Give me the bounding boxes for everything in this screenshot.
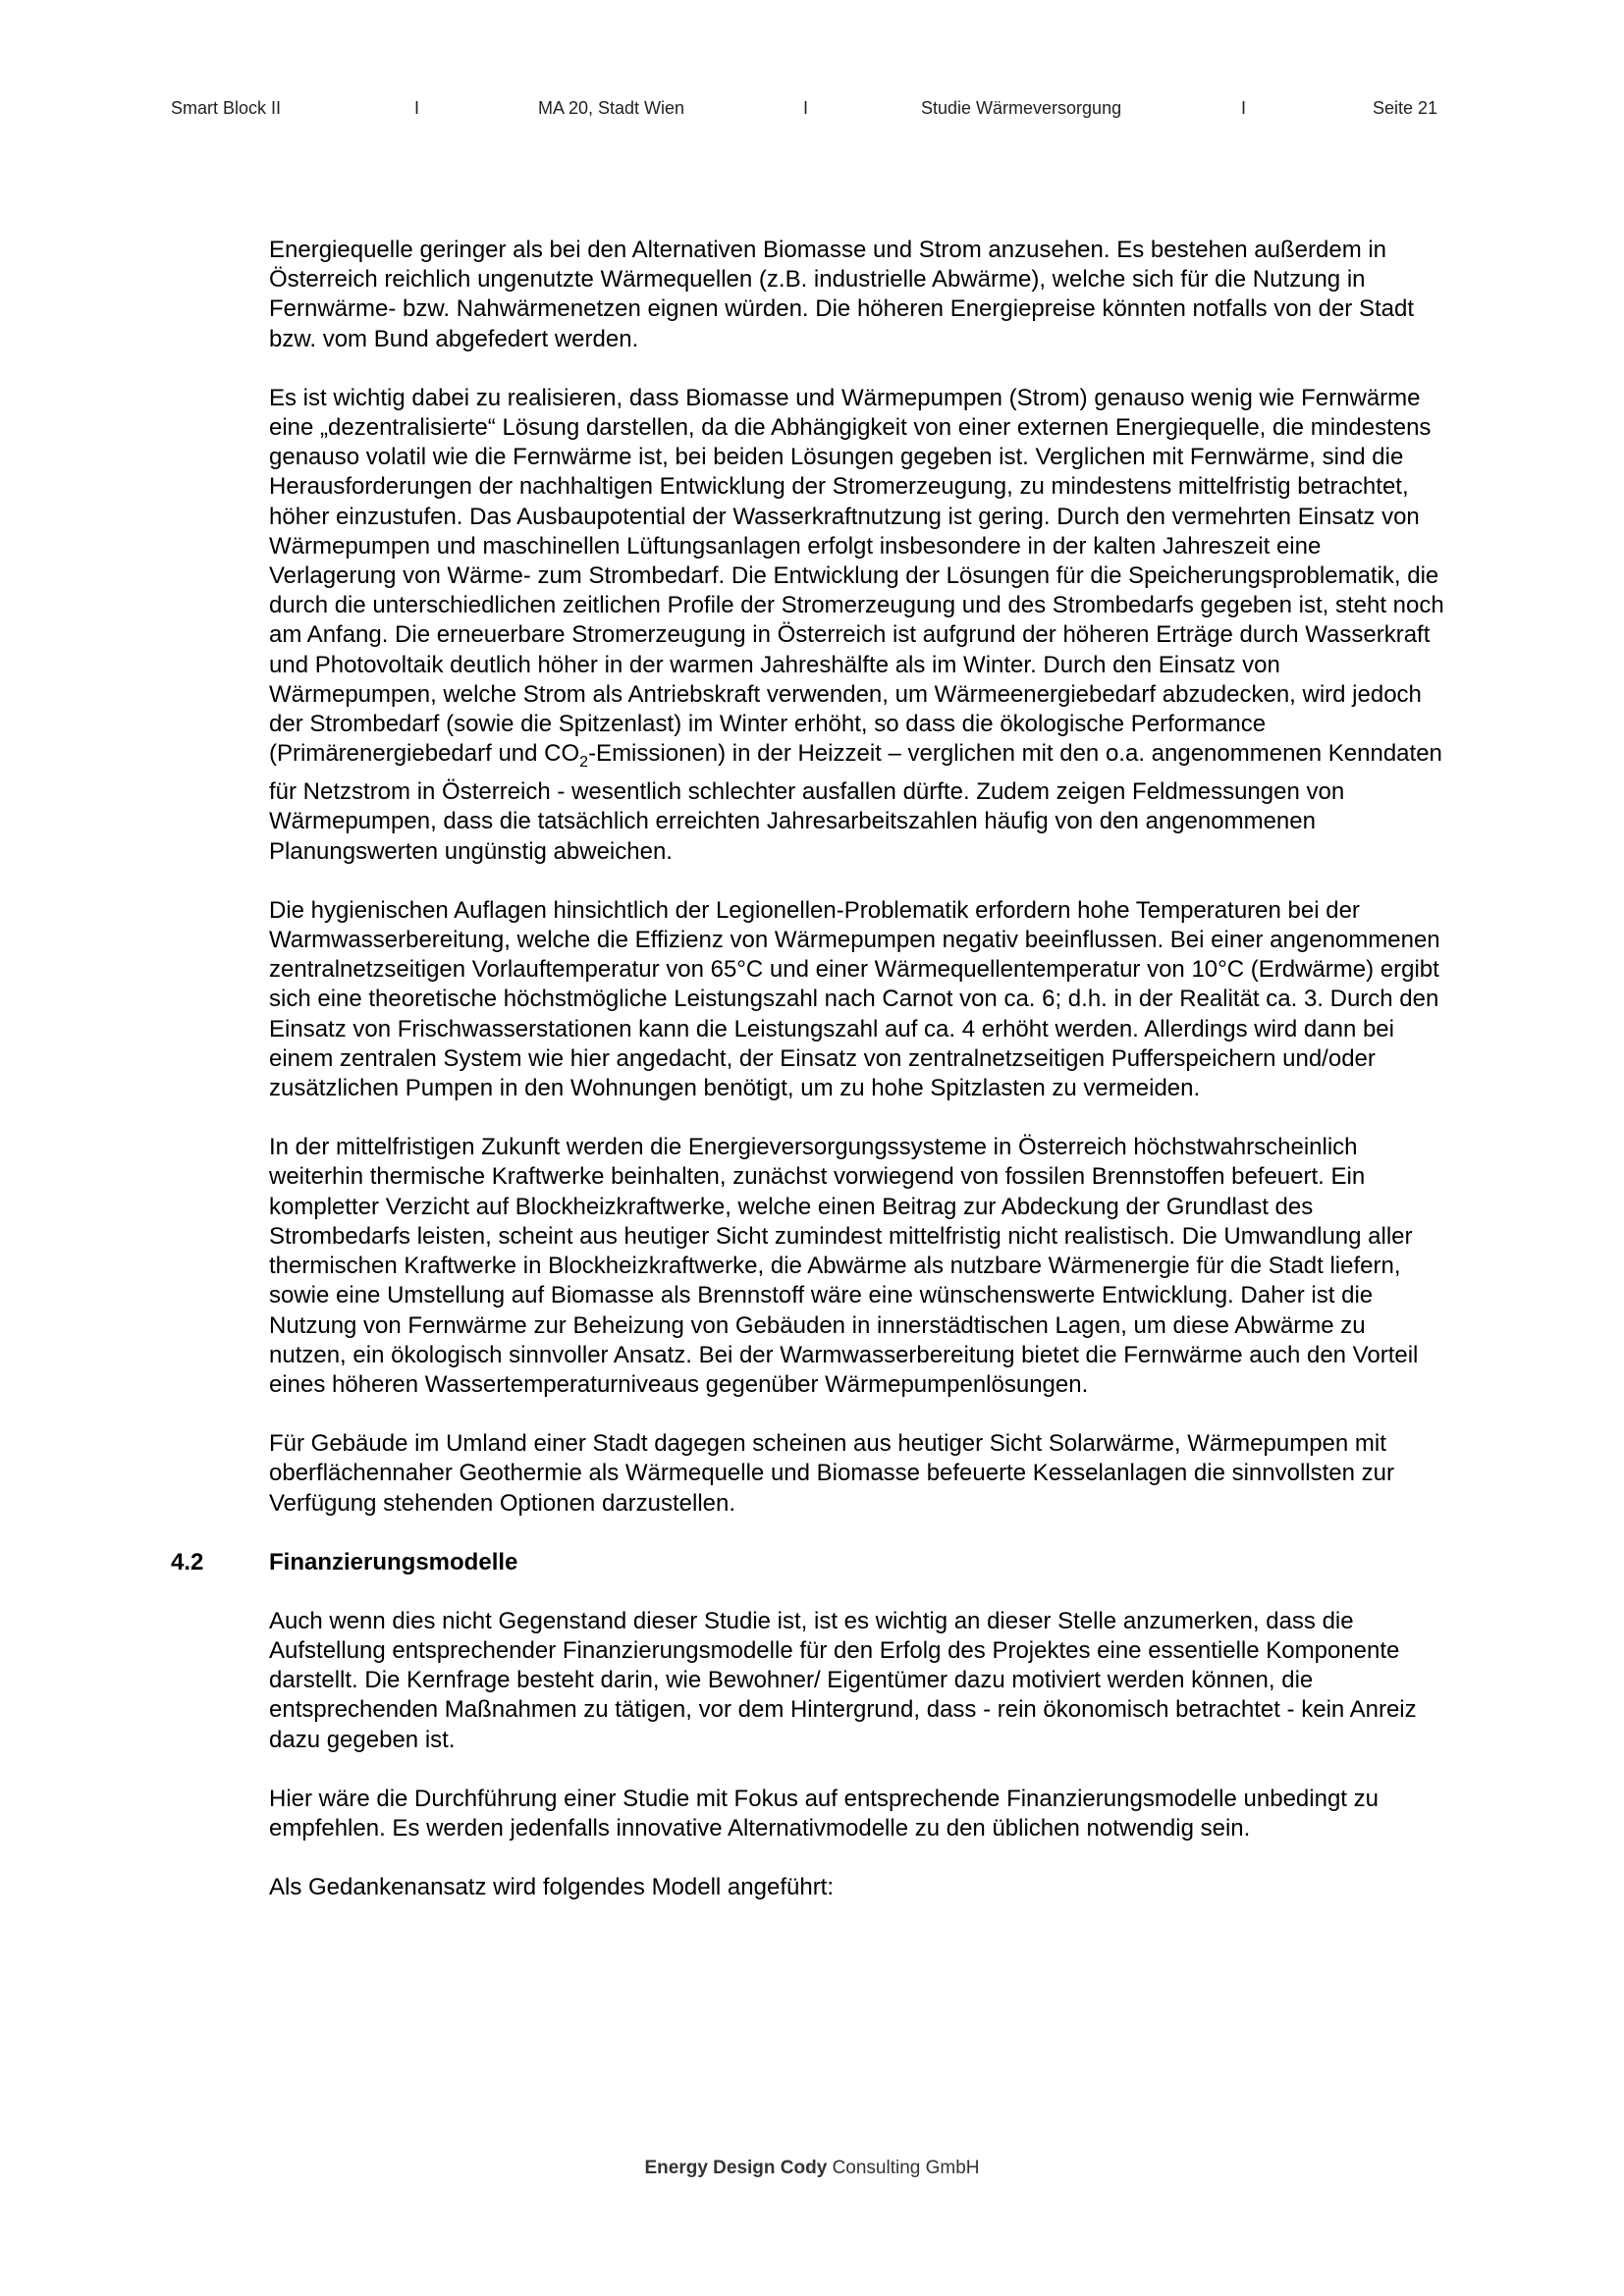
page-footer: [0, 2158, 1624, 2179]
footer-company-bold: Energy Design Cody: [644, 2158, 828, 2178]
paragraph: Hier wäre die Durchführung einer Studie mit Fokus auf entsprechende Finanzierungsmodelle unbedingt zu empfehlen. Es werden jedenfalls innovative Alternativmodelle zu den üblichen notwendig sein.: [269, 1785, 1379, 1842]
header-client: MA 20, Stadt Wien: [538, 98, 685, 118]
section-title: Finanzierungsmodelle: [269, 1548, 518, 1575]
header-project: Smart Block II: [171, 98, 282, 118]
section-heading: [171, 1548, 1447, 1577]
paragraph: In der mittelfristigen Zukunft werden die Energieversorgungssysteme in Österreich höchstwahrscheinlich weiterhin thermische Kraftwerke beinhalten, zunächst vorwiegend von fossilen Brennstoffen befeuert. Ein kompletter Verzicht auf Blockheizkraftwerke, welche einen Beitrag zur Abdeckung der Grundlast des Strombedarfs leisten, scheint aus heutiger Sicht zumindest mittelfristig nicht realistisch. Die Umwandlung aller thermischen Kraftwerke in Blockheizkraftwerke, die Abwärme als nutzbare Wärmenergie für die Stadt liefern, sowie eine Umstellung auf Biomasse als Brennstoff wäre eine wünschenswerte Entwicklung. Daher ist die Nutzung von Fernwärme zur Beheizung von Gebäuden in innerstädtischen Lagen, um diese Abwärme zu nutzen, ein ökologisch sinnvoller Ansatz. Bei der Warmwasserbereitung bietet die Fernwärme auch den Vorteil eines höheren Wassertemperaturniveaus gegenüber Wärmepumpenlösungen.: [269, 1134, 1419, 1398]
paragraph-text: Es ist wichtig dabei zu realisieren, dass Biomasse und Wärmepumpen (Strom) genauso wenig wie Fernwärme eine „dezentralisierte“ Lösung darstellen, da die Abhängigkeit von einer externen Energiequelle, die mindestens genauso volatil wie die Fernwärme ist, bei beiden Lösungen gegeben ist. Verglichen mit Fernwärme, sind die Herausforderungen der nachhaltigen Entwicklung der Stromerzeugung, zu mindestens mittelfristig betrachtet, höher einzustufen. Das Ausbaupotential der Wasserkraftnutzung ist gering. Durch den vermehrten Einsatz von Wärmepumpen und maschinellen Lüftungsanlagen erfolgt insbesondere in der kalten Jahreszeit eine Verlagerung von Wärme- zum Strombedarf. Die Entwicklung der Lösungen für die Speicherungsproblematik, die durch die unterschiedlichen zeitlichen Profile der Stromerzeugung und des Strombedarfs gegeben ist, steht noch am Anfang. Die erneuerbare Stromerzeugung in Österreich ist aufgrund der höheren Erträge durch Wasserkraft und Photovoltaik deutlich höher in der warmen Jahreshälfte als im Winter. Durch den Einsatz von Wärmepumpen, welche Strom als Antriebskraft verwenden, um Wärmeenergiebedarf abzudecken, wird jedoch der Strombedarf (sowie die Spitzenlast) im Winter erhöht, so dass die ökologische Performance (Primärenergiebedarf und CO: [269, 384, 1444, 768]
paragraph: Energiequelle geringer als bei den Alternativen Biomasse und Strom anzusehen. Es bestehen außerdem in Österreich reichlich ungenutzte Wärmequellen (z.B. industrielle Abwärme), welche sich für die Nutzung in Fernwärme- bzw. Nahwärmenetzen eignen würden. Die höheren Energiepreise könnten notfalls von der Stadt bzw. vom Bund abgefedert werden.: [269, 237, 1414, 352]
page-header: [171, 98, 1437, 124]
footer-company-rest: Consulting GmbH: [832, 2158, 980, 2178]
header-separator: I: [803, 98, 809, 118]
document-body: [171, 236, 1447, 1932]
paragraph: [269, 384, 1447, 867]
paragraph: Auch wenn dies nicht Gegenstand dieser Studie ist, ist es wichtig an dieser Stelle anzumerken, dass die Aufstellung entsprechender Finanzierungsmodelle für den Erfolg des Projektes eine essentielle Komponente darstellt. Die Kernfrage besteht darin, wie Bewohner/ Eigentümer dazu motiviert werden können, die entsprechenden Maßnahmen zu tätigen, vor dem Hintergrund, dass - rein ökonomisch betrachtet - kein Anreiz dazu gegeben ist.: [269, 1607, 1417, 1753]
subscript-text: 2: [579, 754, 589, 772]
header-study: Studie Wärmeversorgung: [921, 98, 1122, 118]
paragraph-text: -Emissionen) in der Heizzeit – verglichen mit den o.a. angenommenen Kenndaten für Netzstrom in Österreich - wesentlich schlechter ausfallen dürfte. Zudem zeigen Feldmessungen von Wärmepumpen, dass die tatsächlich erreichten Jahresarbeitszahlen häufig von den angenommenen Planungswerten ungünstig abweichen.: [269, 740, 1442, 865]
header-page-number: Seite 21: [1372, 98, 1437, 118]
paragraph: Die hygienischen Auflagen hinsichtlich der Legionellen-Problematik erfordern hohe Temperaturen bei der Warmwasserbereitung, welche die Effizienz von Wärmepumpen negativ beeinflussen. Bei einer angenommenen zentralnetzseitigen Vorlauftemperatur von 65°C und einer Wärmequellentemperatur von 10°C (Erdwärme) ergibt sich eine theoretische höchstmögliche Leistungszahl nach Carnot von ca. 6; d.h. in der Realität ca. 3. Durch den Einsatz von Frischwasserstationen kann die Leistungszahl auf ca. 4 erhöht werden. Allerdings wird dann bei einem zentralen System wie hier angedacht, der Einsatz von zentralnetzseitigen Pufferspeichern und/oder zusätzlichen Pumpen in den Wohnungen benötigt, um zu hohe Spitzlasten zu vermeiden.: [269, 896, 1440, 1102]
header-separator: I: [414, 98, 420, 118]
paragraph: Für Gebäude im Umland einer Stadt dagegen scheinen aus heutiger Sicht Solarwärme, Wärmepumpen mit oberflächennaher Geothermie als Wärmequelle und Biomasse befeuerte Kesselanlagen die sinnvollsten zur Verfügung stehenden Optionen darzustellen.: [269, 1430, 1394, 1517]
header-separator: I: [1241, 98, 1247, 118]
section-number: 4.2: [171, 1548, 204, 1575]
paragraph: Als Gedankenansatz wird folgendes Modell angeführt:: [269, 1874, 835, 1901]
